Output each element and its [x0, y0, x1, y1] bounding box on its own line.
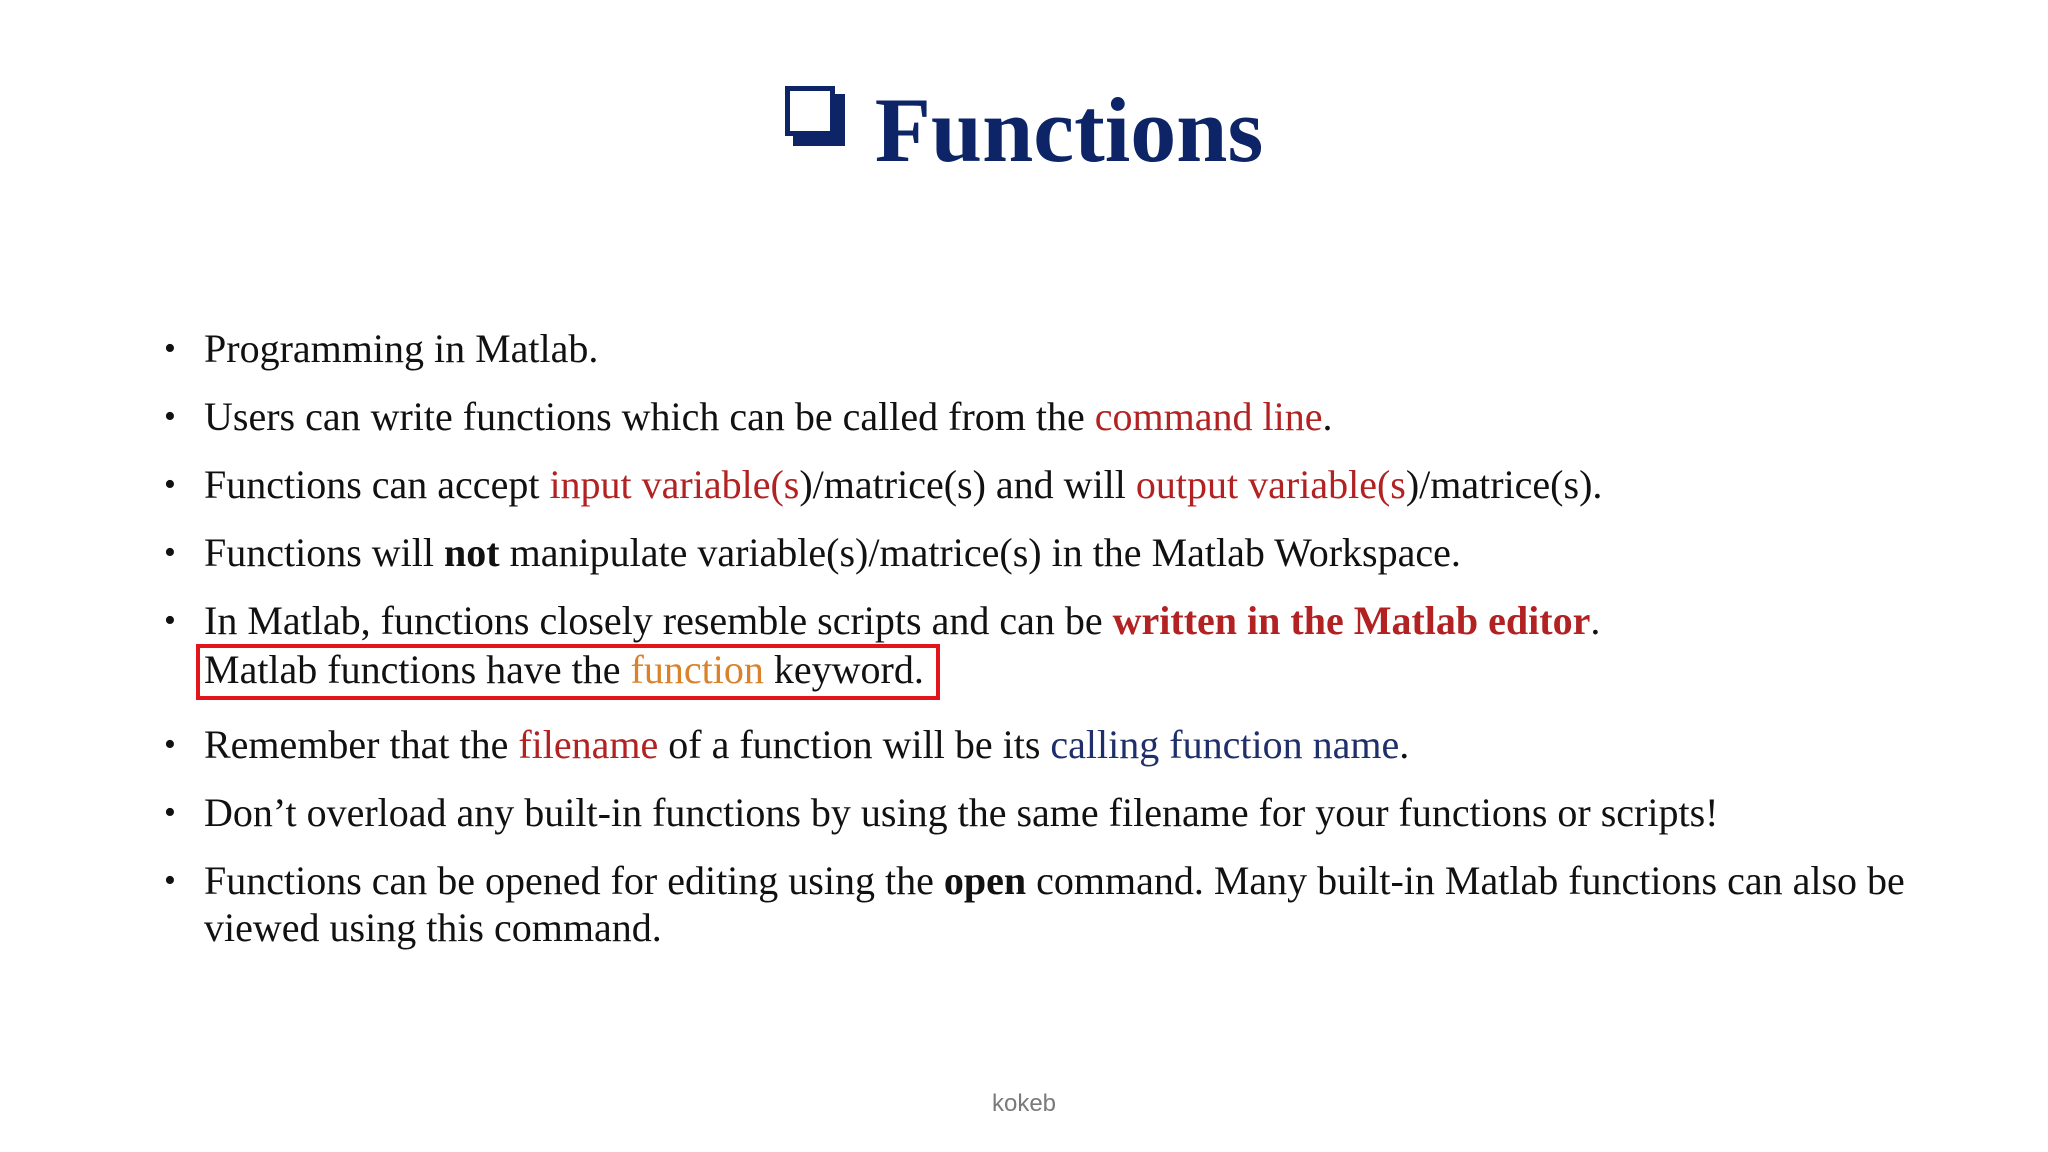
highlight-calling-function-name: calling function name — [1050, 722, 1400, 767]
highlight-input-variables: input variable(s — [549, 462, 800, 507]
keyword-function: function — [630, 647, 764, 692]
bullet-list — [160, 325, 1920, 972]
bullet-dot-icon: • — [164, 794, 176, 831]
bullet-item: • Functions can be opened for editing using the open command. Many built-in Matlab functions can also be viewed using this command. — [164, 858, 1905, 950]
bullet-dot-icon: • — [164, 534, 176, 571]
slide-title-row — [0, 80, 2048, 180]
bullet-item: • Functions can accept input variable(s)/matrice(s) and will output variable(s)/matrice(s). — [164, 462, 1603, 507]
highlight-filename: filename — [518, 722, 659, 767]
bullet-item: • Don’t overload any built-in functions by using the same filename for your functions or scripts! — [164, 790, 1719, 835]
bullet-item: • Programming in Matlab. — [164, 326, 599, 371]
emphasis-not: not — [444, 530, 500, 575]
footer-author: kokeb — [991, 1090, 1057, 1117]
bullet-item: • Users can write functions which can be called from the command line. — [164, 394, 1333, 439]
emphasis-open: open — [943, 858, 1027, 903]
bullet-dot-icon: • — [164, 726, 176, 763]
bullet-dot-icon: • — [164, 466, 176, 503]
boxed-annotation: Matlab functions have the function keyword. — [196, 644, 940, 700]
highlight-command-line: command line — [1094, 394, 1323, 439]
bullet-dot-icon: • — [164, 398, 176, 435]
bullet-item: • In Matlab, functions closely resemble scripts and can be written in the Matlab editor. Matlab functions have the function keyword. — [160, 597, 1920, 700]
bullet-item: • Functions will not manipulate variable(s)/matrice(s) in the Matlab Workspace. — [164, 530, 1461, 575]
highlight-output-variables: output variable(s — [1135, 462, 1406, 507]
highlight-matlab-editor: written in the Matlab editor — [1112, 598, 1591, 643]
bullet-dot-icon: • — [164, 330, 176, 367]
slide-title: Functions — [874, 79, 1264, 181]
bullet-item: • Remember that the filename of a function will be its calling function name. — [164, 722, 1410, 767]
checkbox-square-icon — [785, 86, 851, 152]
bullet-dot-icon: • — [164, 602, 176, 639]
bullet-dot-icon: • — [164, 862, 176, 899]
